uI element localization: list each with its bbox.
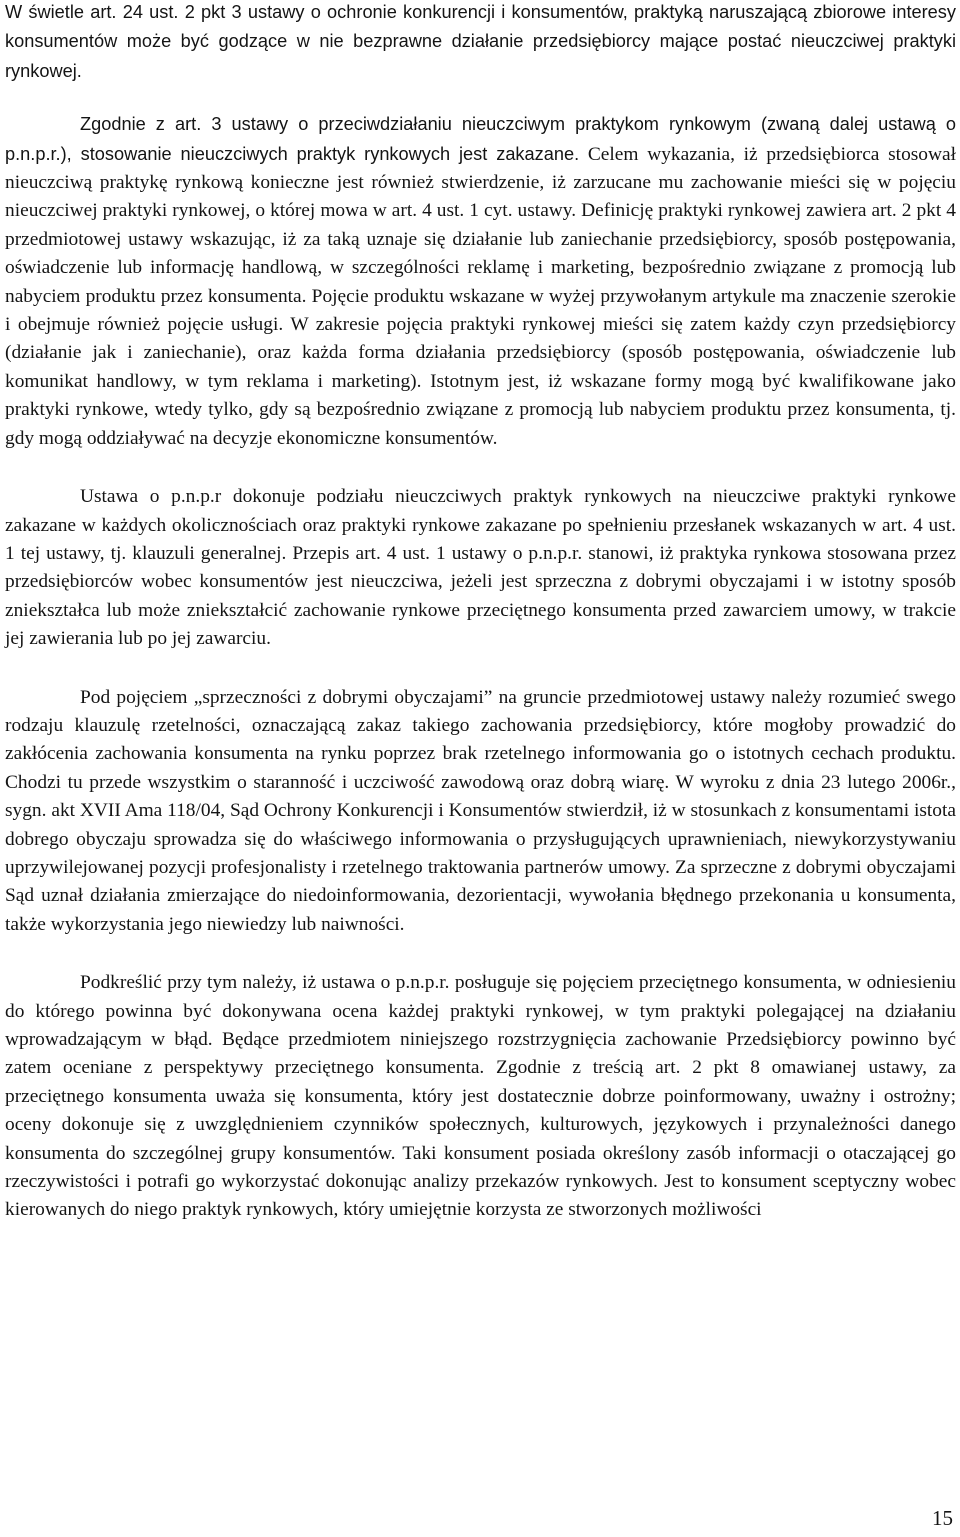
paragraph-art-3 xyxy=(5,110,956,453)
paragraph-text: Celem wykazania, iż przedsiębiorca stosował nieuczciwą praktykę rynkową konieczne jest również stwierdzenie, iż zarzucane mu zachowanie mieści się w pojęciu nieuczciwej praktyki rynkowej, o której mowa w art. 4 ust. 1 cyt. ustawy. Definicję praktyki rynkowej zawiera art. 2 pkt 4 przedmiotowej ustawy wskazując, iż za taką uznaje się działanie lub zaniechanie przedsiębiorcy, sposób postępowania, oświadczenie lub informację handlową, w szczególności reklamę i marketing, bezpośrednio związane z promocją lub nabyciem produktu przez konsumenta. Pojęcie produktu wskazane w wyżej przywołanym artykule ma znaczenie szerokie i obejmuje również pojęcie usługi. W zakresie pojęcia praktyki rynkowej mieści się zatem każdy czyn przedsiębiorcy (działanie jak i zaniechanie), oraz każda forma działania przedsiębiorcy (sposób postępowania, oświadczenie lub komunikat handlowy, w tym reklama i marketing). Istotnym jest, iż wskazane formy mogą być kwalifikowane jako praktyki rynkowe, wtedy tylko, gdy są bezpośrednio związane z promocją lub nabyciem produktu przez konsumenta, tj. gdy mogą oddziaływać na decyzje ekonomiczne konsumentów. xyxy=(5,143,957,449)
paragraph-text: Pod pojęciem „sprzeczności z dobrymi obyczajami” na gruncie przedmiotowej ustawy należy rozumieć swego rodzaju klauzulę rzetelności, oznaczającą zakaz takiego zachowania przedsiębiorcy, które mogłoby prowadzić do zakłócenia zachowania konsumenta na rynku poprzez brak rzetelnego informowania go o istotnych cechach produktu. Chodzi tu przede wszystkim o staranność i uczciwość zawodową oraz dobrą wiarę. W wyroku z dnia 23 lutego 2006r., sygn. akt XVII Ama 118/04, Sąd Ochrony Konkurencji i Konsumentów stwierdził, iż w stosunkach z konsumentami istota dobrego obyczaju sprowadza się do właściwego informowania o przysługujących uprawnieniach, niewykorzystywaniu uprzywilejowanej pozycji profesjonalisty i rzetelnego traktowania partnerów umowy. Za sprzeczne z dobrymi obyczajami Sąd uznał działania zmierzające do niedoinformowania, dezorientacji, wywołania błędnego przekonania u konsumenta, także wykorzystania jego niewiedzy lub naiwności. xyxy=(5,686,956,935)
paragraph-text: W świetle art. 24 ust. 2 pkt 3 ustawy o ochronie konkurencji i konsumentów, praktyką naruszającą zbiorowe interesy konsumentów może być godzące w nie bezprawne działanie przedsiębiorcy mające postać nieuczciwej praktyki rynkowej. xyxy=(5,2,956,81)
paragraph-art-24 xyxy=(5,0,956,86)
paragraph-text-sans: Zgodnie z art. 3 ustawy o przeciwdziałaniu nieuczciwym praktykom rynkowym (zwaną dalej ustawą o p.n.p.r.), stosowanie nieuczciwych praktyk rynkowych jest zakazane. xyxy=(5,114,956,164)
paragraph-text: Podkreślić przy tym należy, iż ustawa o p.n.p.r. posługuje się pojęciem przeciętnego konsumenta, w odniesieniu do którego powinna być dokonywana ocena każdej praktyki rynkowej, w tym praktyki polegającej na działaniu wprowadzającym w błąd. Będące przedmiotem niniejszego rozstrzygnięcia zachowanie Przedsiębiorcy powinno być zatem oceniane z perspektywy przeciętnego konsumenta. Zgodnie z treścią art. 2 pkt 8 omawianej ustawy, za przeciętnego konsumenta uważa się konsumenta, który jest dostatecznie dobrze poinformowany, uważny i ostrożny; oceny dokonuje się z uwzględnieniem czynników społecznych, kulturowych, językowych i przynależności danego konsumenta do szczególnej grupy konsumentów. Taki konsument posiada określony zasób informacji o otaczającej go rzeczywistości i potrafi go wykorzystać dokonując analizy przekazów rynkowych. Jest to konsument sceptyczny wobec kierowanych do niego praktyk rynkowych, który umiejętnie korzysta ze stworzonych możliwości xyxy=(5,972,956,1221)
page-number: 15 xyxy=(932,1506,953,1530)
paragraph-average-consumer xyxy=(5,969,956,1225)
paragraph-text: Ustawa o p.n.p.r dokonuje podziału nieuczciwych praktyk rynkowych na nieuczciwe praktyki rynkowe zakazane w każdych okolicznościach oraz praktyki rynkowe zakazane po spełnieniu przesłanek wskazanych w art. 4 ust. 1 tej ustawy, tj. klauzuli generalnej. Przepis art. 4 ust. 1 ustawy o p.n.p.r. stanowi, iż praktyka rynkowa stosowana przez przedsiębiorców wobec konsumentów jest nieuczciwa, jeżeli jest sprzeczna z dobrymi obyczajami i w istotny sposób zniekształca lub może zniekształcić zachowanie rynkowe przeciętnego konsumenta przed zawarciem umowy, w trakcie jej zawierania lub po jej zawarciu. xyxy=(5,486,956,650)
paragraph-division xyxy=(5,483,956,653)
paragraph-good-practices xyxy=(5,684,956,940)
